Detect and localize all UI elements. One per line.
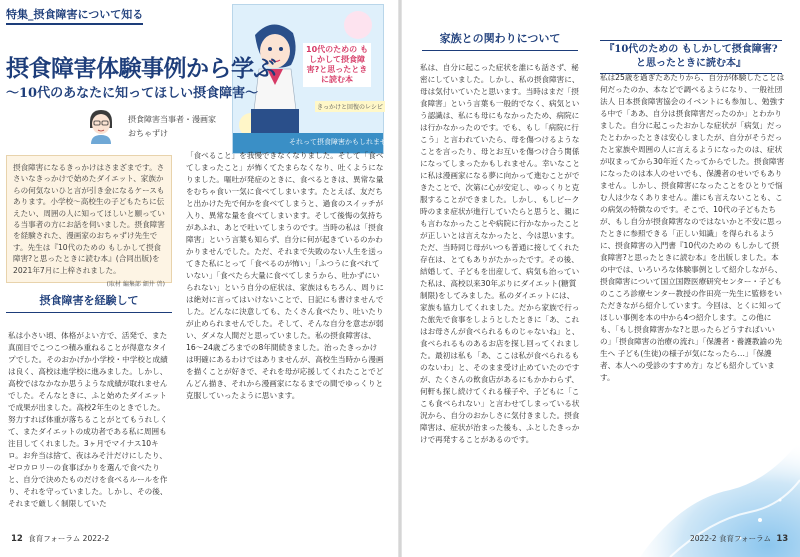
page-title: 摂食障害体験事例から学ぶ: [6, 55, 276, 82]
intro-box: [6, 155, 172, 289]
book-cover-subtitle: きっかけと回復のレシピ: [315, 101, 385, 112]
folio-left-label: 食育フォーラム 2022-2: [28, 534, 110, 543]
section-label: 特集_摂食障害について知る: [6, 6, 143, 25]
body-column-2: [186, 150, 384, 530]
intro-credit: (取材 編集部 細井 啓): [106, 281, 165, 289]
body-column-3: [420, 62, 580, 532]
folio-right-label: 2022-2 食育フォーラム: [690, 534, 771, 543]
heading-rule: [6, 312, 172, 313]
intro-text: 摂食障害になるきっかけはさまざまです。ささいなきっかけで始めたダイエット、家族からの何気ないひと言が引き金になるケースもあります。小学校〜高校生の子どもたちに伝えたい、周囲の人に知ってほしいと願っている当事者の方にお話を伺いました。摂食障害を経験された、漫画家のおちゃずけ先生です。先生は『10代のための もしかして摂食障害?と思ったときに読む本』(合同出版)を2021年7月に上梓されました。: [13, 163, 165, 275]
body-column-1: [8, 330, 172, 530]
page-subtitle: 〜10代のあなたに知ってほしい摂食障害〜: [6, 86, 259, 101]
body-text: 私は小さい頃、体格がよい方で、活発で、また真面目でこつこつ積み重ねることが得意なタイプでした。そのおかげか小学校・中学校と成績は良く、高校は進学校に進みました。しかし、高校ではなかなか思うような成績が取れませんでした。そんなときに、ふと始めたダイエットで成果が出ました。高校2年生のときでした。努力すれば体重が落ちることがとてもうれしくて、またダイエットの成功者である私に周囲も注目してくれました。3ヶ月でマイナス10キロ。お弁当は捨て、夜はみそ汁だけにしたり、ゼロカロリーの食事ばかりを選んで食べたりと、自分で決めたものだけを食べるルールを作り、それを守っていました。しかし、その後、それまで厳しく制限していた: [8, 331, 168, 508]
heading-family-text: 家族との関わりについて: [439, 32, 561, 45]
body-text: 私は25歳を過ぎたあたりから、自分が体験したことは何だったのか、本などで調べるようになり、一般社団法人 日本摂食障害協会のイベントにも参加し、勉強する中で「ああ、自分は摂食障害だったのか」とわかりました。自分に起こったおかしな症状が「病気」だったとわかったときは安心しましたが、自分がそうだったと家族や周囲の人に言えるようになったのは、症状が収まってから30年近くたってからでした。摂食障害になったのは本人のせいでも、保護者のせいでもありません。しかし、摂食障害になったことをひとりで悩む人は少なくありません。誰にも言えないことも、この病気の特徴なのです。そこで、10代の子どもたちが、もし自分が摂食障害なのではないかと不安に思ったときに参照できる「正しい知識」を得られるように、摂食障害の入門書『10代のための もしかして摂食障害?と思ったときに読む本』を出版しました。本の中では、いろいろな体験事例として紹介しながら、摂食障害について国立国際医療研究センター・子どものこころ診療センター教授の作田亮一先生に監修をいただきながら紹介しています。今回は、とくに知ってほしい事例を本の中から4つ紹介します。この他にも、「もし摂食障害かな?と思ったらどうすればいいの」「摂食障害の治療の流れ」「保護者・養護教諭の先生へ 子ども(生徒)の様子が気になったら…」「保護者、本人への受診のすすめ方」なども紹介しています。: [600, 73, 785, 382]
author-role: 摂食障害当事者・漫画家: [128, 115, 216, 124]
body-text: 私は、自分に起こった症状を誰にも話さず、秘密にしていました。しかし、私の摂食障害に、母は気付いていたと思います。当時はまだ「摂食障害」という言葉も一般的でなく、病気という認識は、私にも母にもなかったため、病院には行かなかったのです。でも、もし「病院に行こう」と言われていたら、母を傷つけるようなことを言ったり、母とお互いを傷つけ合う関係になってしまったかもしれません。幸いなことに私は漫画家になる夢に向かって進むことができたことで、次第に心が安定し、ゆっくりと克服することができました。しかし、もしピーク時のまま症状が進行していたらと思うと、親にも言わなかったことや病院に行かなかったことが正しいとは言えなかったと、今は思います。ただ、当時同じ母がいつも普通に接してくれた存在は、とてもありがたかったです。その後、結婚して、子どもを出産して、病気も治っていた私は、高校以来30年ぶりにダイエット(糖質制限)をしてみました。私のダイエットには、家族も協力してくれました。だから家族で行った旅先で食事をしようとしたときに「あ、これはお母さんが食べられるものじゃないね」と、食べられるものあるお店を探し回ってくれました。最初は私も「あ、ここは私が食べられるものないわ」と、そのまま受け止めていたのですが、たくさんの飲食店があるにもかかわらず、何軒も探し続けてくれる様子や、子どもに「ここも食べられない」と言わせてしまっている状況から、自分のおかしさに気付きました。摂食障害は、症状が治まった後も、ふとしたきっかけで再発することがあるのです。: [420, 63, 580, 444]
page-number-left: 12: [11, 534, 23, 544]
heading-experience-text: 摂食障害を経験して: [39, 294, 139, 307]
book-cover-footer: それって摂食障害かもしれません。: [289, 138, 402, 146]
body-column-4: [600, 72, 786, 452]
folio-right: [690, 533, 791, 544]
author-name: おちゃずけ: [128, 129, 168, 138]
page-number-right: 13: [776, 534, 789, 544]
heading-family: [422, 30, 578, 51]
heading-rule: [422, 50, 578, 51]
heading-book: 『10代のための もしかして摂食障害?と思ったときに読む本』: [600, 40, 782, 74]
author-avatar-icon: [86, 108, 116, 144]
book-cover-title: 10代のための もしかして摂食障害?と思ったときに読む本: [303, 43, 371, 87]
page-gutter: [398, 0, 402, 557]
body-text: 「食べること」を我慢できなくなりました。そして「食べてしまったこと」が怖くてたまらなくなり、吐くようになりました。嘔吐が発症のときに、食べるときは、異常な量をむちゃ食い一気に食べてしまいます。たとえば、友だちと出かけた先で何かを食べてしまうと、過食のスイッチが入り、異常な量を食べてしまいます。そして後悔の気持ちがあふれ、あとで吐いてしまうのです。当時の私は「摂食障害」という言葉も知らず、自分に何が起きているのかわかりませんでした。ただ、それまで失敗のない人生を送ってきた私にとって「食べるのが怖い」「ふつうに食べれていない」「食べたら大量に食べてしまうから、吐かずにいられない」という自分の症状は、家族はもちろん、周りには絶対に言ってはいけないことで、日記にも書けませんでした。どんなに決意しても、たくさん食べたり、吐いたりが止められませんでした。そして、そんな自分を意志が弱い、ダメな人間だと思っていました。私の摂食障害は、16〜24歳ごろまでの8年間続きました。治ったきっかけは明確にあるわけではありませんが、高校生当時から漫画を描くことが好きで、それを母が応援してくれたことでどんどん描き、それから漫画家になるまでの間でゆっくりと克服していったように思います。: [186, 151, 384, 400]
author-block: [86, 108, 266, 146]
heading-experience: [6, 292, 172, 313]
folio-left: [8, 533, 109, 544]
